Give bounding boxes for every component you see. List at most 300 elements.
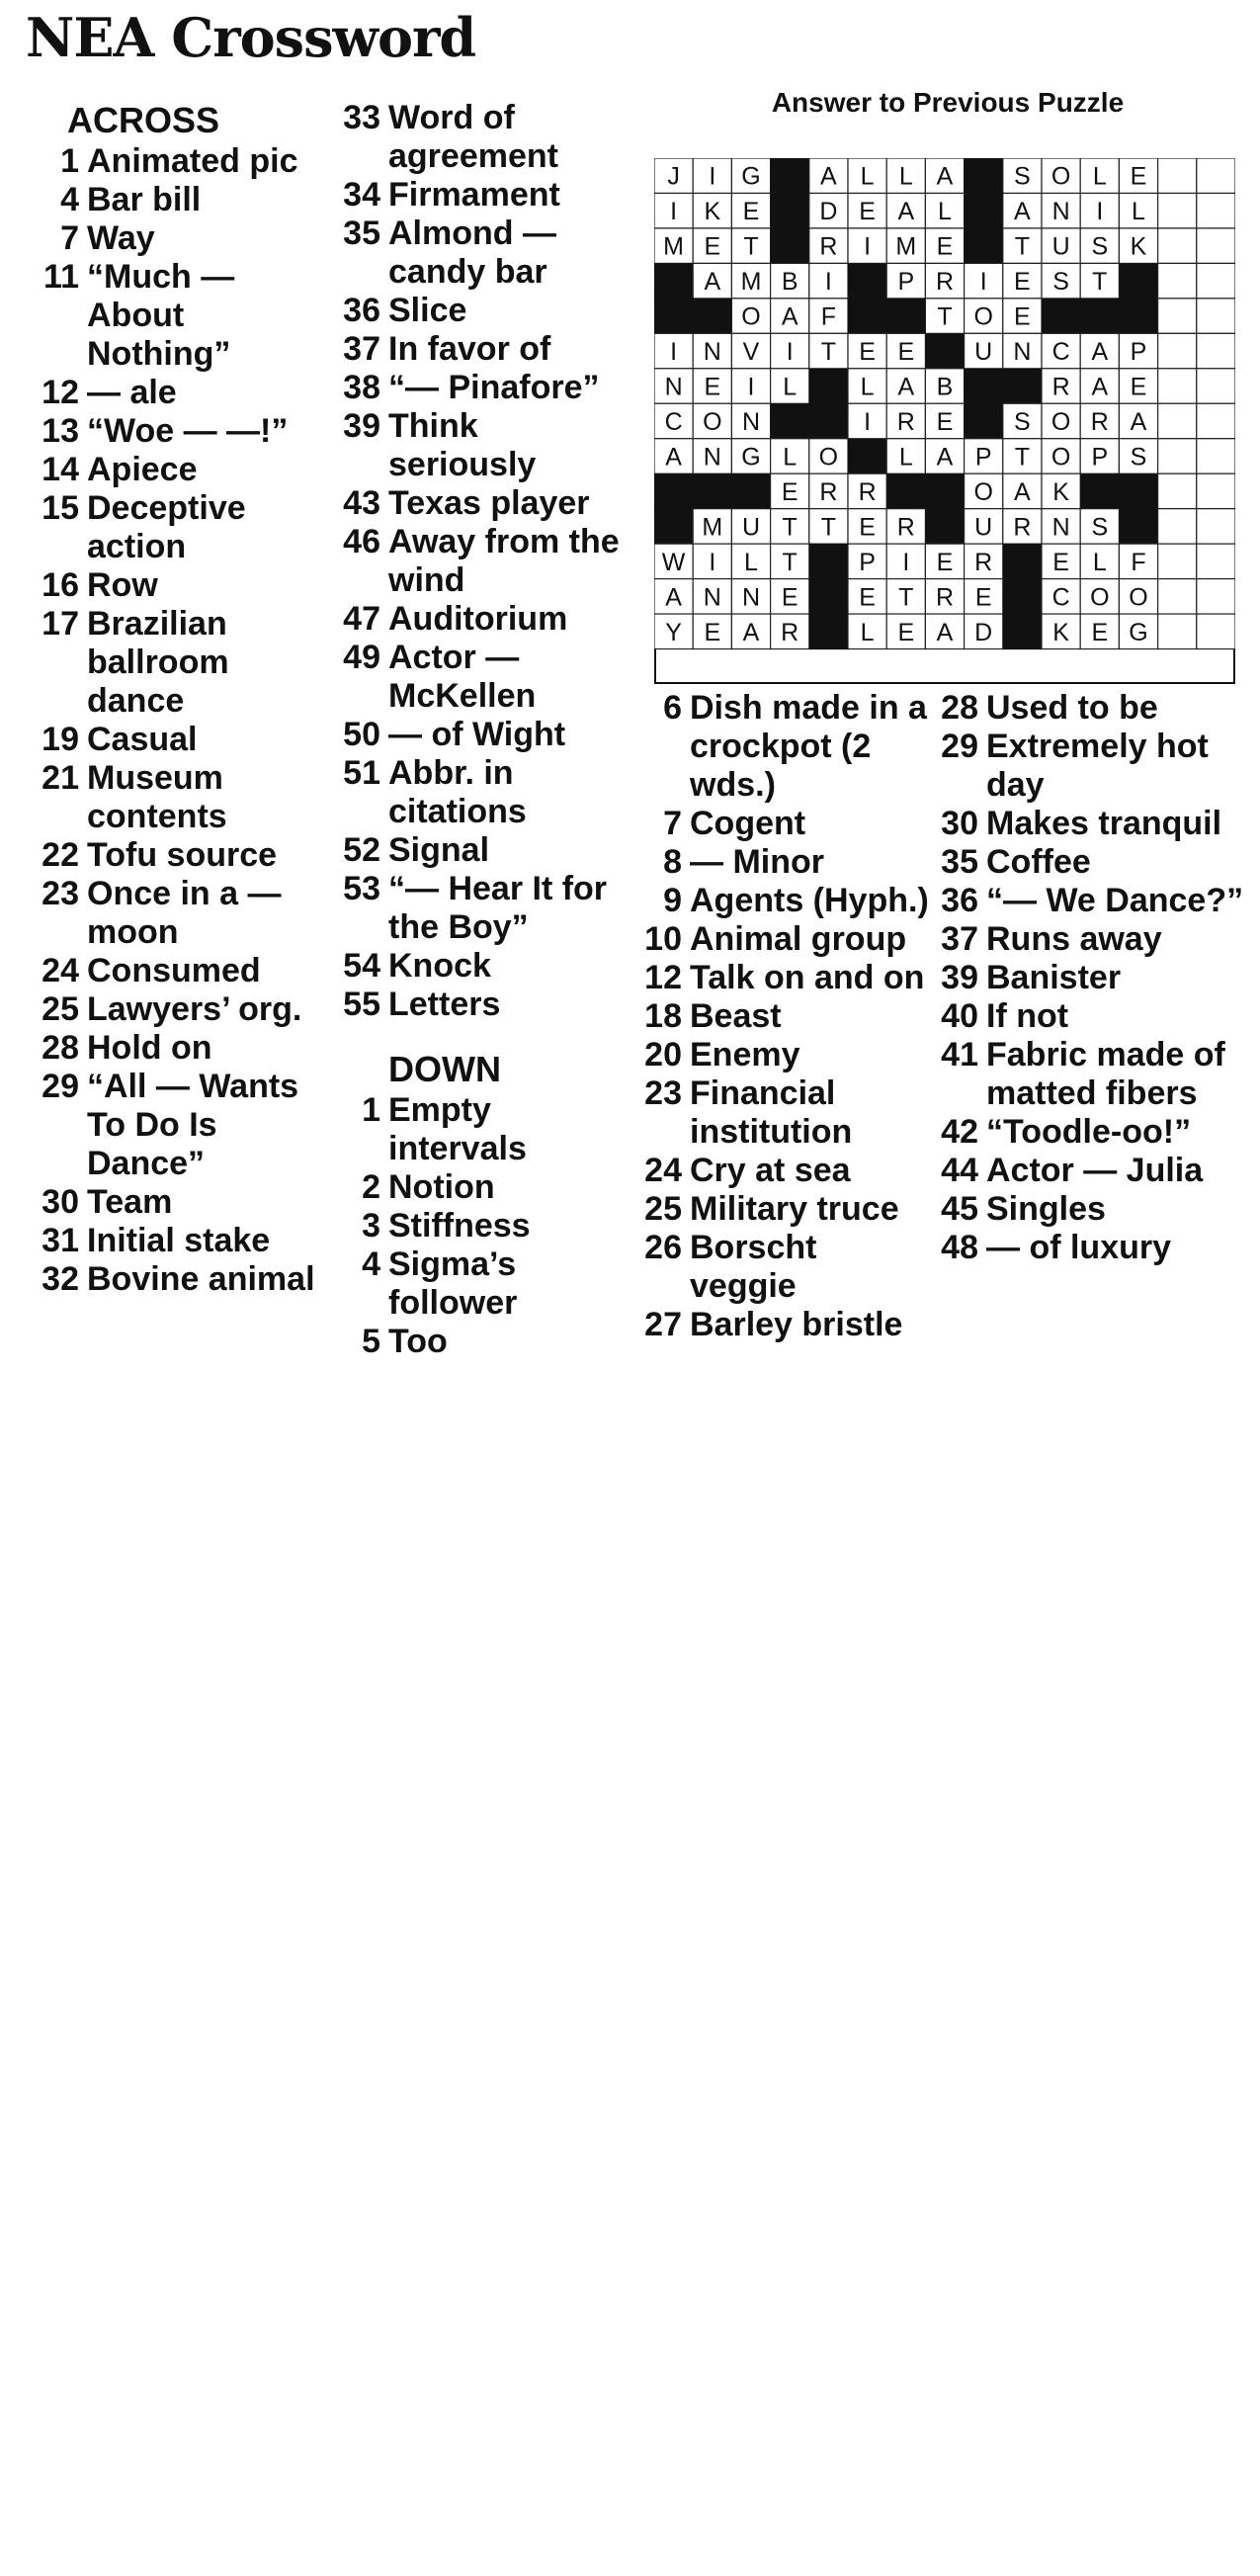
- answer-letter: L: [860, 162, 875, 191]
- answer-cell: [1158, 614, 1197, 648]
- across-clue-47[interactable]: [331, 600, 628, 639]
- page-title: NEA Crossword: [26, 6, 476, 69]
- clue-text: Way: [87, 219, 155, 257]
- clue-number: 15: [42, 489, 79, 527]
- clue-number: 25: [644, 1190, 682, 1228]
- across-clue-36[interactable]: [331, 292, 628, 330]
- answer-black-square: [886, 473, 926, 509]
- answer-letter: N: [664, 373, 683, 401]
- across-clue-16[interactable]: [30, 566, 326, 605]
- answer-cell: [1158, 403, 1197, 438]
- answer-letter: I: [747, 373, 755, 401]
- down-clue-44[interactable]: [929, 1152, 1245, 1190]
- answer-letter: Y: [665, 618, 682, 646]
- across-clue-23[interactable]: [30, 875, 326, 952]
- across-clue-50[interactable]: [331, 716, 628, 754]
- across-clue-38[interactable]: [331, 369, 628, 407]
- clue-number: 43: [343, 484, 380, 522]
- answer-letter: E: [936, 408, 954, 436]
- across-clue-1[interactable]: [30, 142, 326, 181]
- across-clue-49[interactable]: [331, 639, 628, 716]
- answer-letter: K: [1052, 477, 1069, 506]
- answer-cell: [1158, 333, 1197, 368]
- clue-text: In favor of: [388, 330, 551, 368]
- clue-text: Consumed: [87, 952, 261, 989]
- down-clue-39[interactable]: [929, 959, 1245, 997]
- clue-text: Singles: [986, 1190, 1106, 1228]
- across-clue-7[interactable]: [30, 219, 326, 258]
- across-clue-22[interactable]: [30, 836, 326, 875]
- crossword-grid[interactable]: [26, 1605, 1233, 2566]
- clue-text: Actor — McKellen: [388, 639, 537, 715]
- across-clue-52[interactable]: [331, 831, 628, 870]
- answer-letter: T: [898, 583, 914, 612]
- clue-text: Think seriously: [388, 407, 537, 483]
- answer-letter: E: [1014, 268, 1031, 297]
- answer-letter: T: [782, 548, 798, 576]
- answer-cell: [1197, 369, 1235, 403]
- down-clue-25[interactable]: [632, 1190, 929, 1229]
- down-clue-6[interactable]: [632, 689, 929, 805]
- down-clue-12[interactable]: [632, 959, 929, 997]
- clue-text: Lawyers’ org.: [87, 990, 302, 1028]
- answer-letter: A: [1014, 198, 1031, 226]
- clue-text: Tofu source: [87, 836, 278, 874]
- down-clue-23[interactable]: [632, 1074, 929, 1152]
- clue-number: 36: [343, 292, 380, 329]
- answer-letter: L: [744, 548, 758, 576]
- clue-number: 35: [343, 215, 380, 252]
- answer-black-square: [848, 263, 887, 299]
- answer-black-square: [731, 473, 771, 509]
- answer-letter: E: [1130, 162, 1147, 191]
- answer-letter: T: [1092, 268, 1108, 297]
- clue-number: 41: [941, 1036, 978, 1073]
- clue-text: Borscht veggie: [690, 1229, 817, 1305]
- answer-letter: R: [781, 618, 799, 646]
- answer-letter: O: [973, 302, 993, 331]
- across-heading: ACROSS: [67, 100, 220, 140]
- down-clue-26[interactable]: [632, 1229, 929, 1306]
- answer-cell: [1197, 439, 1235, 473]
- answer-black-square: [654, 473, 694, 509]
- answer-letter: A: [820, 162, 837, 191]
- answer-cell: [1158, 544, 1197, 578]
- answer-letter: E: [897, 338, 915, 367]
- across-clue-25[interactable]: [30, 990, 326, 1029]
- answer-letter: U: [1051, 232, 1070, 261]
- clue-text: Away from the wind: [388, 523, 620, 599]
- clue-number: 19: [42, 721, 79, 758]
- answer-letter: D: [819, 198, 838, 226]
- answer-black-square: [1119, 509, 1158, 545]
- clue-number: 16: [42, 566, 79, 604]
- answer-letter: O: [703, 408, 722, 436]
- answer-letter: T: [782, 513, 798, 542]
- clue-text: Coffee: [986, 843, 1091, 881]
- answer-letter: T: [1014, 232, 1031, 261]
- answer-letter: S: [1014, 162, 1031, 191]
- clue-number: 1: [60, 142, 79, 180]
- answer-letter: E: [936, 548, 954, 576]
- answer-letter: R: [935, 268, 955, 297]
- clue-number: 30: [941, 805, 978, 842]
- answer-black-square: [809, 614, 849, 649]
- clue-number: 38: [343, 369, 380, 406]
- clue-number: 50: [343, 716, 380, 753]
- answer-letter: E: [1130, 373, 1147, 401]
- down-clue-48[interactable]: [929, 1229, 1245, 1267]
- down-clue-4[interactable]: [331, 1245, 628, 1323]
- answer-letter: J: [667, 162, 680, 191]
- answer-black-square: [1080, 299, 1120, 334]
- answer-letter: E: [704, 232, 721, 261]
- answer-letter: P: [1091, 443, 1109, 472]
- clue-text: Beast: [690, 997, 782, 1035]
- clue-number: 36: [941, 882, 978, 919]
- answer-letter: E: [897, 618, 915, 646]
- answer-letter: P: [974, 443, 992, 472]
- answer-black-square: [1080, 473, 1120, 509]
- answer-cell: [1158, 473, 1197, 508]
- answer-letter: R: [896, 408, 915, 436]
- answer-letter: O: [1050, 162, 1071, 191]
- down-clue-30[interactable]: [929, 805, 1245, 843]
- clue-number: 11: [43, 258, 79, 296]
- answer-letter: R: [935, 583, 955, 612]
- clue-number: 24: [644, 1152, 682, 1189]
- clue-text: Notion: [388, 1168, 495, 1206]
- clue-number: 37: [343, 330, 380, 368]
- clue-text: Used to be: [986, 689, 1158, 727]
- clue-text: Row: [87, 566, 158, 604]
- answer-letter: M: [702, 513, 723, 542]
- answer-black-square: [1042, 299, 1081, 334]
- answer-cell: [1158, 509, 1197, 544]
- answer-letter: B: [936, 373, 954, 401]
- clue-text: Hold on: [87, 1029, 212, 1067]
- down-clue-45[interactable]: [929, 1190, 1245, 1229]
- across-clue-11[interactable]: [30, 258, 326, 374]
- answer-letter: I: [786, 338, 794, 367]
- down-clue-3[interactable]: [331, 1207, 628, 1245]
- clue-number: 3: [362, 1207, 380, 1245]
- answer-letter: E: [936, 232, 954, 261]
- answer-letter: N: [1013, 338, 1032, 367]
- answer-letter: I: [1096, 198, 1104, 226]
- clue-text: Bar bill: [87, 181, 202, 218]
- down-clue-2[interactable]: [331, 1168, 628, 1207]
- clue-number: 14: [42, 451, 79, 488]
- clue-number: 20: [644, 1036, 682, 1073]
- across-clue-31[interactable]: [30, 1222, 326, 1260]
- answer-black-square: [809, 403, 849, 439]
- clue-number: 4: [362, 1245, 380, 1283]
- clue-text: “All — Wants To Do Is Dance”: [87, 1068, 299, 1182]
- clue-text: Runs away: [986, 920, 1162, 958]
- answer-letter: A: [781, 302, 798, 331]
- across-clue-12[interactable]: [30, 374, 326, 412]
- answer-cell: [1158, 579, 1197, 614]
- answer-cell: [1197, 403, 1235, 438]
- answer-black-square: [925, 473, 965, 509]
- down-clue-28[interactable]: [929, 689, 1245, 728]
- down-clue-35[interactable]: [929, 843, 1245, 882]
- across-clue-51[interactable]: [331, 754, 628, 831]
- answer-cell: [1197, 193, 1235, 227]
- answer-letter: I: [902, 548, 910, 576]
- answer-letter: P: [1130, 338, 1147, 367]
- clue-number: 4: [60, 181, 79, 218]
- down-heading: DOWN: [388, 1049, 501, 1089]
- clue-text: Auditorium: [388, 600, 568, 638]
- answer-letter: L: [783, 443, 798, 472]
- answer-cell: [1197, 579, 1235, 614]
- clue-text: Extremely hot day: [986, 728, 1209, 804]
- down-clue-1[interactable]: [331, 1091, 628, 1168]
- down-clues-column-2: [929, 689, 1245, 1267]
- answer-letter: I: [670, 198, 678, 226]
- answer-letter: M: [895, 232, 917, 261]
- answer-letter: T: [1014, 443, 1031, 472]
- clue-number: 32: [42, 1260, 79, 1298]
- down-clue-10[interactable]: [632, 920, 929, 959]
- clue-text: Animated pic: [87, 142, 298, 180]
- clue-text: Cogent: [690, 805, 806, 842]
- answer-letter: P: [859, 548, 876, 576]
- answer-letter: S: [1091, 232, 1109, 261]
- clue-text: Team: [87, 1183, 173, 1221]
- clue-text: Letters: [388, 986, 501, 1023]
- clue-text: Agents (Hyph.): [690, 882, 929, 919]
- clue-text: Bovine animal: [87, 1260, 315, 1298]
- down-clue-24[interactable]: [632, 1152, 929, 1190]
- across-clue-37[interactable]: [331, 330, 628, 369]
- answer-black-square: [886, 299, 926, 334]
- answer-letter: D: [974, 618, 993, 646]
- answer-letter: S: [1130, 443, 1147, 472]
- answer-cell: [1197, 333, 1235, 368]
- answer-letter: O: [1129, 583, 1148, 612]
- down-clue-40[interactable]: [929, 997, 1245, 1036]
- clue-number: 47: [343, 600, 380, 638]
- across-clue-14[interactable]: [30, 451, 326, 489]
- clue-number: 1: [362, 1091, 380, 1129]
- across-clue-30[interactable]: [30, 1183, 326, 1222]
- clue-number: 28: [941, 689, 978, 727]
- answer-letter: L: [898, 443, 913, 472]
- across-clue-55[interactable]: [331, 986, 628, 1024]
- answer-letter: N: [703, 338, 721, 367]
- clue-text: — of luxury: [986, 1229, 1172, 1266]
- clue-text: “Toodle-oo!”: [986, 1113, 1192, 1151]
- across-clue-29[interactable]: [30, 1068, 326, 1183]
- clue-number: 39: [941, 959, 978, 996]
- across-clue-19[interactable]: [30, 721, 326, 759]
- clue-number: 35: [941, 843, 978, 881]
- answer-letter: N: [1051, 513, 1070, 542]
- answer-letter: R: [1051, 373, 1070, 401]
- clue-number: 45: [941, 1190, 978, 1228]
- down-clue-27[interactable]: [632, 1306, 929, 1344]
- across-clue-15[interactable]: [30, 489, 326, 566]
- clue-number: 9: [663, 882, 682, 919]
- down-clues-column-1: [632, 689, 929, 1344]
- down-clue-18[interactable]: [632, 997, 929, 1036]
- answer-letter: E: [1052, 548, 1069, 576]
- answer-letter: G: [741, 162, 761, 191]
- clue-text: Deceptive action: [87, 489, 246, 565]
- down-clue-9[interactable]: [632, 882, 929, 920]
- clue-number: 51: [343, 754, 380, 792]
- across-clue-24[interactable]: [30, 952, 326, 990]
- answer-letter: U: [741, 513, 761, 542]
- clue-number: 13: [42, 412, 79, 450]
- answer-letter: T: [820, 513, 837, 542]
- clue-number: 6: [663, 689, 682, 727]
- clue-number: 12: [42, 374, 79, 411]
- answer-black-square: [1003, 369, 1043, 404]
- clue-text: Actor — Julia: [986, 1152, 1204, 1189]
- answer-letter: F: [1131, 548, 1146, 576]
- across-clue-39[interactable]: [331, 407, 628, 484]
- across-clue-33[interactable]: [331, 99, 628, 176]
- down-clue-42[interactable]: [929, 1113, 1245, 1152]
- across-clue-34[interactable]: [331, 176, 628, 215]
- clue-text: Cry at sea: [690, 1152, 851, 1189]
- clue-text: Sigma’s follower: [388, 1245, 518, 1322]
- answer-black-square: [848, 439, 887, 474]
- answer-letter: U: [974, 338, 993, 367]
- across-clue-54[interactable]: [331, 947, 628, 986]
- answer-letter: A: [704, 268, 721, 297]
- across-clue-28[interactable]: [30, 1029, 326, 1068]
- clue-number: 24: [42, 952, 79, 989]
- answer-letter: R: [974, 548, 993, 576]
- answer-black-square: [654, 509, 694, 545]
- answer-cell: [1197, 263, 1235, 298]
- answer-black-square: [848, 299, 887, 334]
- answer-letter: A: [936, 618, 954, 646]
- down-clue-29[interactable]: [929, 728, 1245, 805]
- answer-letter: K: [1052, 618, 1069, 646]
- answer-cell: [1158, 263, 1197, 298]
- answer-black-square: [1119, 263, 1158, 299]
- clue-text: “Much — About Nothing”: [87, 258, 235, 373]
- down-clue-37[interactable]: [929, 920, 1245, 959]
- clue-number: 17: [42, 605, 79, 643]
- across-clues-column-1: [30, 99, 326, 1299]
- across-clue-32[interactable]: [30, 1260, 326, 1299]
- down-clue-5[interactable]: [331, 1323, 628, 1361]
- answer-letter: A: [742, 618, 760, 646]
- clue-text: Dish made in a crockpot (2 wds.): [690, 689, 927, 804]
- answer-letter: A: [1130, 408, 1147, 436]
- clue-number: 30: [42, 1183, 79, 1221]
- across-clue-53[interactable]: [331, 870, 628, 947]
- clue-number: 48: [941, 1229, 978, 1266]
- clue-text: Animal group: [690, 920, 907, 958]
- down-clue-20[interactable]: [632, 1036, 929, 1074]
- across-clue-35[interactable]: [331, 215, 628, 292]
- answer-cell: [1158, 158, 1197, 193]
- previous-answer-caption: Answer to Previous Puzzle: [771, 87, 1125, 118]
- answer-letter: I: [864, 408, 872, 436]
- answer-letter: A: [897, 373, 915, 401]
- answer-black-square: [771, 158, 810, 194]
- answer-black-square: [1119, 299, 1158, 334]
- clue-number: 23: [644, 1074, 682, 1112]
- down-clue-8[interactable]: [632, 843, 929, 882]
- clue-text: Empty intervals: [388, 1091, 527, 1167]
- across-clue-43[interactable]: [331, 484, 628, 523]
- answer-letter: C: [664, 408, 683, 436]
- clue-text: Initial stake: [87, 1222, 271, 1259]
- answer-letter: L: [1132, 198, 1145, 226]
- down-clue-41[interactable]: [929, 1036, 1245, 1113]
- clue-number: 39: [343, 407, 380, 445]
- clue-text: Enemy: [690, 1036, 800, 1073]
- clue-number: 2: [362, 1168, 380, 1206]
- clue-number: 37: [941, 920, 978, 958]
- clue-number: 5: [362, 1323, 380, 1360]
- clue-text: Almond — candy bar: [388, 215, 556, 291]
- down-clue-36[interactable]: [929, 882, 1245, 920]
- answer-letter: O: [818, 443, 839, 472]
- down-clue-7[interactable]: [632, 805, 929, 843]
- answer-letter: G: [741, 443, 761, 472]
- answer-letter: A: [1014, 477, 1031, 506]
- clue-number: 26: [644, 1229, 682, 1266]
- clue-number: 10: [644, 920, 682, 958]
- answer-black-square: [654, 299, 694, 334]
- answer-black-square: [1119, 473, 1158, 509]
- answer-letter: B: [781, 268, 798, 297]
- answer-letter: V: [742, 338, 760, 367]
- clue-text: — Minor: [690, 843, 824, 881]
- answer-letter: I: [864, 232, 872, 261]
- answer-letter: E: [1091, 618, 1109, 646]
- clue-text: “— Hear It for the Boy”: [388, 870, 608, 946]
- clue-number: 21: [42, 759, 79, 797]
- answer-letter: C: [1051, 338, 1070, 367]
- clue-text: Military truce: [690, 1190, 899, 1228]
- clue-number: 34: [343, 176, 380, 214]
- clue-number: 29: [42, 1068, 79, 1105]
- answer-cell: [1158, 193, 1197, 227]
- clue-number: 44: [941, 1152, 978, 1189]
- answer-letter: A: [1091, 373, 1109, 401]
- across-clue-17[interactable]: [30, 605, 326, 721]
- across-clues-column-2: [331, 99, 628, 1361]
- across-clue-46[interactable]: [331, 523, 628, 600]
- answer-letter: I: [670, 338, 678, 367]
- across-clue-13[interactable]: [30, 412, 326, 451]
- answer-letter: T: [820, 338, 837, 367]
- answer-letter: E: [859, 338, 876, 367]
- clue-number: 18: [644, 997, 682, 1035]
- answer-black-square: [965, 228, 1004, 264]
- answer-letter: E: [859, 513, 876, 542]
- clue-text: Signal: [388, 831, 490, 869]
- answer-letter: N: [741, 583, 761, 612]
- across-clue-4[interactable]: [30, 181, 326, 219]
- clue-text: Museum contents: [87, 759, 227, 835]
- across-clue-21[interactable]: [30, 759, 326, 836]
- answer-letter: A: [936, 162, 954, 191]
- answer-cell: [1197, 614, 1235, 648]
- answer-black-square: [693, 473, 732, 509]
